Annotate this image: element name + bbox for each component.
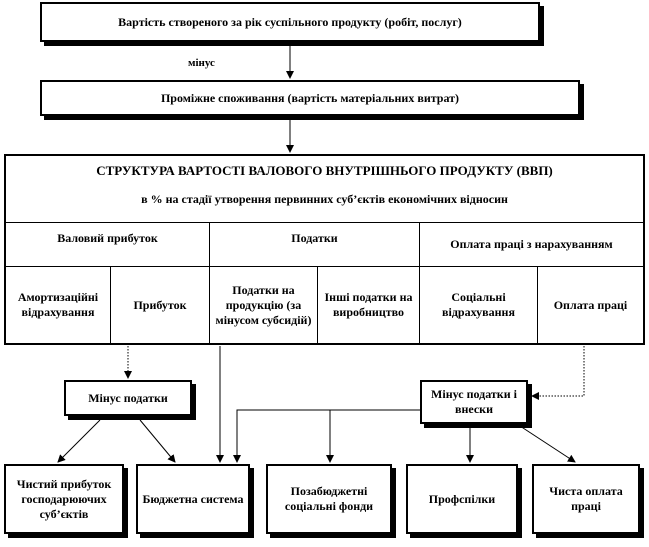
group-labor: Оплата праці з нарахуванням xyxy=(419,223,643,266)
group-taxes: Податки xyxy=(209,223,419,257)
item-social-contributions: Соціальні відрахування xyxy=(419,267,537,343)
produce-value-text: Вартість створеного за рік суспільного продукту (робіт, послуг) xyxy=(118,14,462,29)
structure-title: СТРУКТУРА ВАРТОСТІ ВАЛОВОГО ВНУТРІШНЬОГО ПРОДУКТУ (ВВП) xyxy=(96,162,553,178)
gdp-structure-table xyxy=(4,154,645,345)
produce-value-box xyxy=(40,2,540,42)
minus-taxes-contributions-box: Мінус податки і внески xyxy=(420,380,528,424)
budget-system-box: Бюджетна система xyxy=(136,464,250,534)
item-product-taxes: Податки на продукцію (за мінусом субсидій) xyxy=(209,267,317,343)
arrow-minus-contrib-to-net-wages xyxy=(520,426,575,462)
intermediate-consumption-text: Проміжне споживання (вартість матеріальних витрат) xyxy=(160,90,460,105)
item-depreciation: Амортизаційні відрахування xyxy=(17,290,99,319)
net-wages-box: Чиста оплата праці xyxy=(532,464,640,534)
minus-taxes-box: Мінус податки xyxy=(64,380,192,416)
net-profit-box: Чистий прибуток господарюючих суб’єктів xyxy=(4,464,124,534)
item-other-production-taxes: Інші податки на виробництво xyxy=(317,267,419,343)
structure-subtitle: в % на стадії утворення первинних суб’єктів економічних відносин xyxy=(141,191,508,206)
minus-label: мінус xyxy=(188,57,215,69)
item-profit: Прибуток xyxy=(110,267,209,343)
item-wages: Оплата праці xyxy=(537,267,643,343)
divider xyxy=(209,223,210,266)
arrow-minus-taxes-to-net-profit xyxy=(58,420,100,462)
group-gross-profit: Валовий прибуток xyxy=(57,231,158,245)
arrow-minus-taxes-to-budget xyxy=(140,420,175,462)
arrow-social-to-funds xyxy=(456,346,640,382)
extra-budget-social-funds-box: Позабюджетні соціальні фонди xyxy=(266,464,392,534)
arrow-wages-to-minus-contrib xyxy=(532,346,584,396)
arrow-minus-contrib-to-budget xyxy=(237,410,425,462)
trade-unions-box: Профспілки xyxy=(406,464,518,534)
intermediate-consumption-box xyxy=(40,80,580,116)
